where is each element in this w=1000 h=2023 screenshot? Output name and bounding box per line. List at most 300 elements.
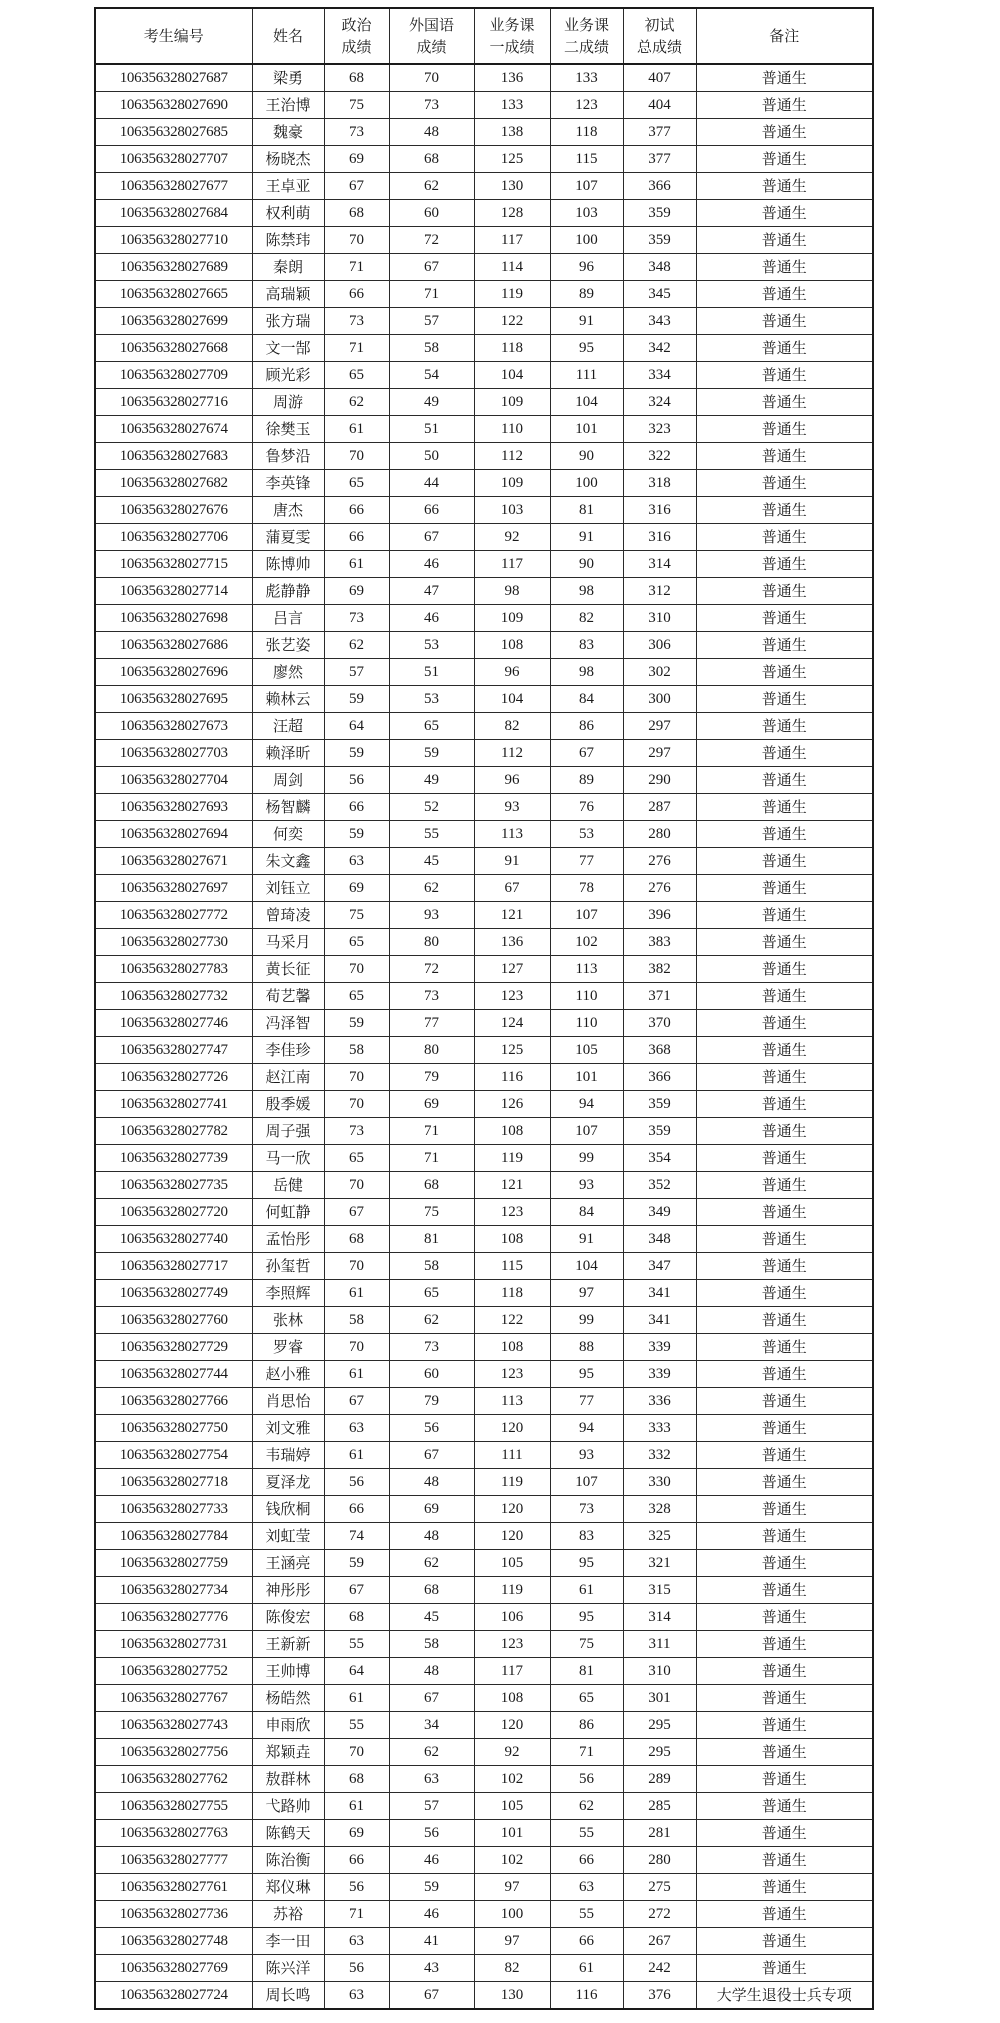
- foreign-language-score-cell: 70: [389, 64, 474, 92]
- name-cell: 周剑: [252, 767, 324, 794]
- name-cell: 马一欣: [252, 1145, 324, 1172]
- total-score-cell: 371: [623, 983, 696, 1010]
- total-score-cell: 383: [623, 929, 696, 956]
- name-cell: 岳健: [252, 1172, 324, 1199]
- name-cell: 顾光彩: [252, 362, 324, 389]
- name-cell: 敖群林: [252, 1766, 324, 1793]
- subject1-score-cell: 109: [474, 389, 550, 416]
- header-subject1-score: [474, 8, 550, 64]
- foreign-language-score-cell: 62: [389, 875, 474, 902]
- foreign-language-score-cell: 62: [389, 1307, 474, 1334]
- header-label-line: 考生编号: [143, 27, 204, 45]
- candidate-id-cell: 106356328027715: [95, 551, 252, 578]
- candidate-id-cell: 106356328027744: [95, 1361, 252, 1388]
- total-score-cell: 370: [623, 1010, 696, 1037]
- politics-score-cell: 56: [324, 1469, 389, 1496]
- subject2-score-cell: 101: [550, 1064, 623, 1091]
- subject2-score-cell: 96: [550, 254, 623, 281]
- name-cell: 何奕: [252, 821, 324, 848]
- politics-score-cell: 56: [324, 1955, 389, 1982]
- foreign-language-score-cell: 49: [389, 389, 474, 416]
- foreign-language-score-cell: 57: [389, 308, 474, 335]
- subject1-score-cell: 126: [474, 1091, 550, 1118]
- politics-score-cell: 61: [324, 1685, 389, 1712]
- foreign-language-score-cell: 79: [389, 1064, 474, 1091]
- total-score-cell: 345: [623, 281, 696, 308]
- subject1-score-cell: 113: [474, 1388, 550, 1415]
- foreign-language-score-cell: 51: [389, 416, 474, 443]
- total-score-cell: 281: [623, 1820, 696, 1847]
- foreign-language-score-cell: 67: [389, 1442, 474, 1469]
- remarks-cell: 普通生: [696, 551, 873, 578]
- foreign-language-score-cell: 71: [389, 1118, 474, 1145]
- name-cell: 周长鸣: [252, 1982, 324, 2010]
- politics-score-cell: 70: [324, 1253, 389, 1280]
- remarks-cell: 普通生: [696, 92, 873, 119]
- name-cell: 郑颖垚: [252, 1739, 324, 1766]
- name-cell: 陈俊宏: [252, 1604, 324, 1631]
- subject1-score-cell: 109: [474, 605, 550, 632]
- remarks-cell: 普通生: [696, 1145, 873, 1172]
- candidate-id-cell: 106356328027735: [95, 1172, 252, 1199]
- subject2-score-cell: 98: [550, 659, 623, 686]
- total-score-cell: 377: [623, 119, 696, 146]
- subject1-score-cell: 92: [474, 524, 550, 551]
- politics-score-cell: 66: [324, 524, 389, 551]
- politics-score-cell: 68: [324, 1766, 389, 1793]
- total-score-cell: 312: [623, 578, 696, 605]
- politics-score-cell: 66: [324, 1847, 389, 1874]
- remarks-cell: 普通生: [696, 875, 873, 902]
- politics-score-cell: 73: [324, 1118, 389, 1145]
- subject1-score-cell: 123: [474, 983, 550, 1010]
- candidate-id-cell: 106356328027777: [95, 1847, 252, 1874]
- subject2-score-cell: 95: [550, 335, 623, 362]
- politics-score-cell: 69: [324, 1820, 389, 1847]
- table-row: [95, 1793, 873, 1820]
- subject2-score-cell: 93: [550, 1442, 623, 1469]
- politics-score-cell: 65: [324, 929, 389, 956]
- foreign-language-score-cell: 71: [389, 1145, 474, 1172]
- total-score-cell: 359: [623, 200, 696, 227]
- table-row: [95, 1037, 873, 1064]
- candidate-id-cell: 106356328027714: [95, 578, 252, 605]
- table-row: [95, 1658, 873, 1685]
- name-cell: 蒲夏雯: [252, 524, 324, 551]
- candidate-id-cell: 106356328027682: [95, 470, 252, 497]
- total-score-cell: 289: [623, 1766, 696, 1793]
- remarks-cell: 普通生: [696, 1739, 873, 1766]
- subject2-score-cell: 71: [550, 1739, 623, 1766]
- table-row: [95, 1307, 873, 1334]
- candidate-id-cell: 106356328027706: [95, 524, 252, 551]
- subject2-score-cell: 103: [550, 200, 623, 227]
- subject1-score-cell: 115: [474, 1253, 550, 1280]
- table-body: [95, 64, 873, 2009]
- candidate-id-cell: 106356328027707: [95, 146, 252, 173]
- foreign-language-score-cell: 48: [389, 1469, 474, 1496]
- subject2-score-cell: 111: [550, 362, 623, 389]
- foreign-language-score-cell: 48: [389, 1523, 474, 1550]
- foreign-language-score-cell: 81: [389, 1226, 474, 1253]
- remarks-cell: 普通生: [696, 1442, 873, 1469]
- remarks-cell: 普通生: [696, 497, 873, 524]
- subject2-score-cell: 83: [550, 1523, 623, 1550]
- total-score-cell: 348: [623, 1226, 696, 1253]
- remarks-cell: 普通生: [696, 659, 873, 686]
- candidate-id-cell: 106356328027761: [95, 1874, 252, 1901]
- table-row: [95, 1847, 873, 1874]
- header-foreign-language-score: [389, 8, 474, 64]
- name-cell: 朱文鑫: [252, 848, 324, 875]
- total-score-cell: 306: [623, 632, 696, 659]
- table-row: [95, 902, 873, 929]
- name-cell: 梁勇: [252, 64, 324, 92]
- table-row: [95, 335, 873, 362]
- total-score-cell: 314: [623, 551, 696, 578]
- politics-score-cell: 62: [324, 632, 389, 659]
- politics-score-cell: 66: [324, 794, 389, 821]
- name-cell: 王涵亮: [252, 1550, 324, 1577]
- remarks-cell: 普通生: [696, 929, 873, 956]
- remarks-cell: 普通生: [696, 713, 873, 740]
- subject1-score-cell: 119: [474, 1145, 550, 1172]
- remarks-cell: 普通生: [696, 1658, 873, 1685]
- name-cell: 韦瑞婷: [252, 1442, 324, 1469]
- politics-score-cell: 55: [324, 1631, 389, 1658]
- remarks-cell: 普通生: [696, 1631, 873, 1658]
- foreign-language-score-cell: 58: [389, 1631, 474, 1658]
- remarks-cell: 普通生: [696, 1199, 873, 1226]
- subject2-score-cell: 63: [550, 1874, 623, 1901]
- foreign-language-score-cell: 55: [389, 821, 474, 848]
- table-row: [95, 740, 873, 767]
- table-row: [95, 551, 873, 578]
- total-score-cell: 324: [623, 389, 696, 416]
- foreign-language-score-cell: 65: [389, 1280, 474, 1307]
- header-label-line: 备注: [769, 27, 800, 45]
- subject2-score-cell: 83: [550, 632, 623, 659]
- total-score-cell: 280: [623, 1847, 696, 1874]
- remarks-cell: 普通生: [696, 1334, 873, 1361]
- total-score-cell: 280: [623, 821, 696, 848]
- header-label-line: 外国语: [408, 16, 454, 34]
- table-row: [95, 1280, 873, 1307]
- remarks-cell: 普通生: [696, 1010, 873, 1037]
- name-cell: 文一郜: [252, 335, 324, 362]
- politics-score-cell: 61: [324, 1793, 389, 1820]
- candidate-id-cell: 106356328027762: [95, 1766, 252, 1793]
- subject2-score-cell: 90: [550, 443, 623, 470]
- candidate-id-cell: 106356328027710: [95, 227, 252, 254]
- total-score-cell: 368: [623, 1037, 696, 1064]
- politics-score-cell: 63: [324, 848, 389, 875]
- politics-score-cell: 56: [324, 1874, 389, 1901]
- table-row: [95, 659, 873, 686]
- subject1-score-cell: 108: [474, 1118, 550, 1145]
- table-row: [95, 578, 873, 605]
- candidate-id-cell: 106356328027754: [95, 1442, 252, 1469]
- foreign-language-score-cell: 53: [389, 686, 474, 713]
- total-score-cell: 407: [623, 64, 696, 92]
- total-score-cell: 382: [623, 956, 696, 983]
- remarks-cell: 普通生: [696, 578, 873, 605]
- foreign-language-score-cell: 72: [389, 956, 474, 983]
- subject2-score-cell: 95: [550, 1550, 623, 1577]
- foreign-language-score-cell: 49: [389, 767, 474, 794]
- candidate-id-cell: 106356328027767: [95, 1685, 252, 1712]
- remarks-cell: 普通生: [696, 1172, 873, 1199]
- politics-score-cell: 73: [324, 605, 389, 632]
- remarks-cell: 普通生: [696, 983, 873, 1010]
- foreign-language-score-cell: 62: [389, 1550, 474, 1577]
- politics-score-cell: 58: [324, 1037, 389, 1064]
- foreign-language-score-cell: 73: [389, 92, 474, 119]
- table-row: [95, 929, 873, 956]
- subject2-score-cell: 82: [550, 605, 623, 632]
- foreign-language-score-cell: 52: [389, 794, 474, 821]
- header-label-line: 成绩: [416, 38, 447, 56]
- foreign-language-score-cell: 62: [389, 1739, 474, 1766]
- politics-score-cell: 64: [324, 713, 389, 740]
- subject1-score-cell: 119: [474, 1577, 550, 1604]
- candidate-id-cell: 106356328027703: [95, 740, 252, 767]
- subject2-score-cell: 65: [550, 1685, 623, 1712]
- foreign-language-score-cell: 45: [389, 848, 474, 875]
- header-subject2-score: [550, 8, 623, 64]
- foreign-language-score-cell: 67: [389, 1685, 474, 1712]
- total-score-cell: 396: [623, 902, 696, 929]
- candidate-id-cell: 106356328027726: [95, 1064, 252, 1091]
- total-score-cell: 314: [623, 1604, 696, 1631]
- total-score-cell: 339: [623, 1334, 696, 1361]
- subject1-score-cell: 124: [474, 1010, 550, 1037]
- politics-score-cell: 61: [324, 416, 389, 443]
- candidate-id-cell: 106356328027671: [95, 848, 252, 875]
- subject2-score-cell: 81: [550, 497, 623, 524]
- table-row: [95, 1064, 873, 1091]
- name-cell: 张艺姿: [252, 632, 324, 659]
- total-score-cell: 297: [623, 740, 696, 767]
- name-cell: 王卓亚: [252, 173, 324, 200]
- table-row: [95, 1253, 873, 1280]
- table-row: [95, 1145, 873, 1172]
- subject2-score-cell: 99: [550, 1307, 623, 1334]
- subject1-score-cell: 120: [474, 1415, 550, 1442]
- politics-score-cell: 57: [324, 659, 389, 686]
- foreign-language-score-cell: 67: [389, 524, 474, 551]
- name-cell: 秦朗: [252, 254, 324, 281]
- subject2-score-cell: 110: [550, 1010, 623, 1037]
- table-row: [95, 119, 873, 146]
- subject1-score-cell: 119: [474, 281, 550, 308]
- subject1-score-cell: 102: [474, 1766, 550, 1793]
- table-row: [95, 1901, 873, 1928]
- foreign-language-score-cell: 80: [389, 929, 474, 956]
- total-score-cell: 267: [623, 1928, 696, 1955]
- total-score-cell: 285: [623, 1793, 696, 1820]
- politics-score-cell: 65: [324, 983, 389, 1010]
- subject1-score-cell: 122: [474, 308, 550, 335]
- table-row: [95, 794, 873, 821]
- subject1-score-cell: 136: [474, 929, 550, 956]
- table-row: [95, 1010, 873, 1037]
- total-score-cell: 310: [623, 1658, 696, 1685]
- candidate-id-cell: 106356328027741: [95, 1091, 252, 1118]
- candidate-id-cell: 106356328027740: [95, 1226, 252, 1253]
- candidate-id-cell: 106356328027665: [95, 281, 252, 308]
- header-label-line: 一成绩: [489, 38, 535, 56]
- remarks-cell: 普通生: [696, 740, 873, 767]
- subject1-score-cell: 117: [474, 551, 550, 578]
- foreign-language-score-cell: 41: [389, 1928, 474, 1955]
- foreign-language-score-cell: 58: [389, 1253, 474, 1280]
- name-cell: 王治博: [252, 92, 324, 119]
- remarks-cell: 普通生: [696, 1280, 873, 1307]
- name-cell: 刘文雅: [252, 1415, 324, 1442]
- name-cell: 罗睿: [252, 1334, 324, 1361]
- total-score-cell: 359: [623, 1091, 696, 1118]
- remarks-cell: 普通生: [696, 632, 873, 659]
- candidate-id-cell: 106356328027772: [95, 902, 252, 929]
- politics-score-cell: 70: [324, 1334, 389, 1361]
- foreign-language-score-cell: 68: [389, 1172, 474, 1199]
- name-cell: 唐杰: [252, 497, 324, 524]
- table-row: [95, 1199, 873, 1226]
- subject1-score-cell: 136: [474, 64, 550, 92]
- candidate-id-cell: 106356328027733: [95, 1496, 252, 1523]
- foreign-language-score-cell: 67: [389, 254, 474, 281]
- politics-score-cell: 70: [324, 956, 389, 983]
- total-score-cell: 242: [623, 1955, 696, 1982]
- candidate-id-cell: 106356328027729: [95, 1334, 252, 1361]
- foreign-language-score-cell: 71: [389, 281, 474, 308]
- name-cell: 张林: [252, 1307, 324, 1334]
- candidate-id-cell: 106356328027704: [95, 767, 252, 794]
- header-label-line: 二成绩: [563, 38, 609, 56]
- total-score-cell: 339: [623, 1361, 696, 1388]
- politics-score-cell: 69: [324, 578, 389, 605]
- subject2-score-cell: 55: [550, 1820, 623, 1847]
- subject1-score-cell: 100: [474, 1901, 550, 1928]
- politics-score-cell: 75: [324, 92, 389, 119]
- name-cell: 陈兴洋: [252, 1955, 324, 1982]
- remarks-cell: 普通生: [696, 1469, 873, 1496]
- table-row: [95, 470, 873, 497]
- subject2-score-cell: 84: [550, 1199, 623, 1226]
- total-score-cell: 352: [623, 1172, 696, 1199]
- foreign-language-score-cell: 48: [389, 1658, 474, 1685]
- total-score-cell: 302: [623, 659, 696, 686]
- politics-score-cell: 65: [324, 470, 389, 497]
- table-row: [95, 146, 873, 173]
- name-cell: 孙玺哲: [252, 1253, 324, 1280]
- subject1-score-cell: 82: [474, 713, 550, 740]
- name-cell: 郑仪琳: [252, 1874, 324, 1901]
- subject1-score-cell: 116: [474, 1064, 550, 1091]
- foreign-language-score-cell: 54: [389, 362, 474, 389]
- remarks-cell: 普通生: [696, 524, 873, 551]
- header-label-line: 总成绩: [636, 38, 682, 56]
- remarks-cell: 普通生: [696, 1577, 873, 1604]
- candidate-id-cell: 106356328027760: [95, 1307, 252, 1334]
- remarks-cell: 普通生: [696, 848, 873, 875]
- total-score-cell: 325: [623, 1523, 696, 1550]
- candidate-id-cell: 106356328027720: [95, 1199, 252, 1226]
- subject1-score-cell: 117: [474, 227, 550, 254]
- subject2-score-cell: 73: [550, 1496, 623, 1523]
- table-row: [95, 227, 873, 254]
- subject2-score-cell: 56: [550, 1766, 623, 1793]
- candidate-id-cell: 106356328027743: [95, 1712, 252, 1739]
- subject1-score-cell: 113: [474, 821, 550, 848]
- candidate-id-cell: 106356328027685: [95, 119, 252, 146]
- table-row: [95, 1361, 873, 1388]
- subject1-score-cell: 108: [474, 1334, 550, 1361]
- subject2-score-cell: 107: [550, 1118, 623, 1145]
- candidate-id-cell: 106356328027763: [95, 1820, 252, 1847]
- table-row: [95, 713, 873, 740]
- subject2-score-cell: 95: [550, 1604, 623, 1631]
- header-total-score: [623, 8, 696, 64]
- subject1-score-cell: 130: [474, 1982, 550, 2010]
- total-score-cell: 333: [623, 1415, 696, 1442]
- total-score-cell: 287: [623, 794, 696, 821]
- subject2-score-cell: 84: [550, 686, 623, 713]
- politics-score-cell: 67: [324, 1199, 389, 1226]
- candidate-id-cell: 106356328027732: [95, 983, 252, 1010]
- name-cell: 孟怡彤: [252, 1226, 324, 1253]
- politics-score-cell: 69: [324, 875, 389, 902]
- subject2-score-cell: 91: [550, 1226, 623, 1253]
- politics-score-cell: 71: [324, 254, 389, 281]
- total-score-cell: 359: [623, 227, 696, 254]
- name-cell: 杨晓杰: [252, 146, 324, 173]
- subject2-score-cell: 118: [550, 119, 623, 146]
- remarks-cell: 普通生: [696, 1955, 873, 1982]
- subject2-score-cell: 104: [550, 1253, 623, 1280]
- politics-score-cell: 59: [324, 1010, 389, 1037]
- name-cell: 周子强: [252, 1118, 324, 1145]
- politics-score-cell: 71: [324, 335, 389, 362]
- foreign-language-score-cell: 51: [389, 659, 474, 686]
- remarks-cell: 普通生: [696, 227, 873, 254]
- politics-score-cell: 68: [324, 200, 389, 227]
- subject2-score-cell: 67: [550, 740, 623, 767]
- remarks-cell: 普通生: [696, 956, 873, 983]
- subject2-score-cell: 61: [550, 1955, 623, 1982]
- total-score-cell: 354: [623, 1145, 696, 1172]
- table-row: [95, 848, 873, 875]
- candidate-id-cell: 106356328027698: [95, 605, 252, 632]
- foreign-language-score-cell: 58: [389, 335, 474, 362]
- candidate-id-cell: 106356328027730: [95, 929, 252, 956]
- subject2-score-cell: 66: [550, 1847, 623, 1874]
- subject2-score-cell: 88: [550, 1334, 623, 1361]
- subject1-score-cell: 117: [474, 1658, 550, 1685]
- subject1-score-cell: 120: [474, 1712, 550, 1739]
- subject1-score-cell: 123: [474, 1361, 550, 1388]
- subject1-score-cell: 104: [474, 362, 550, 389]
- politics-score-cell: 61: [324, 1442, 389, 1469]
- foreign-language-score-cell: 67: [389, 1982, 474, 2010]
- header-label-line: 业务课: [563, 16, 609, 34]
- subject2-score-cell: 86: [550, 713, 623, 740]
- total-score-cell: 336: [623, 1388, 696, 1415]
- subject2-score-cell: 100: [550, 470, 623, 497]
- subject2-score-cell: 81: [550, 1658, 623, 1685]
- subject1-score-cell: 110: [474, 416, 550, 443]
